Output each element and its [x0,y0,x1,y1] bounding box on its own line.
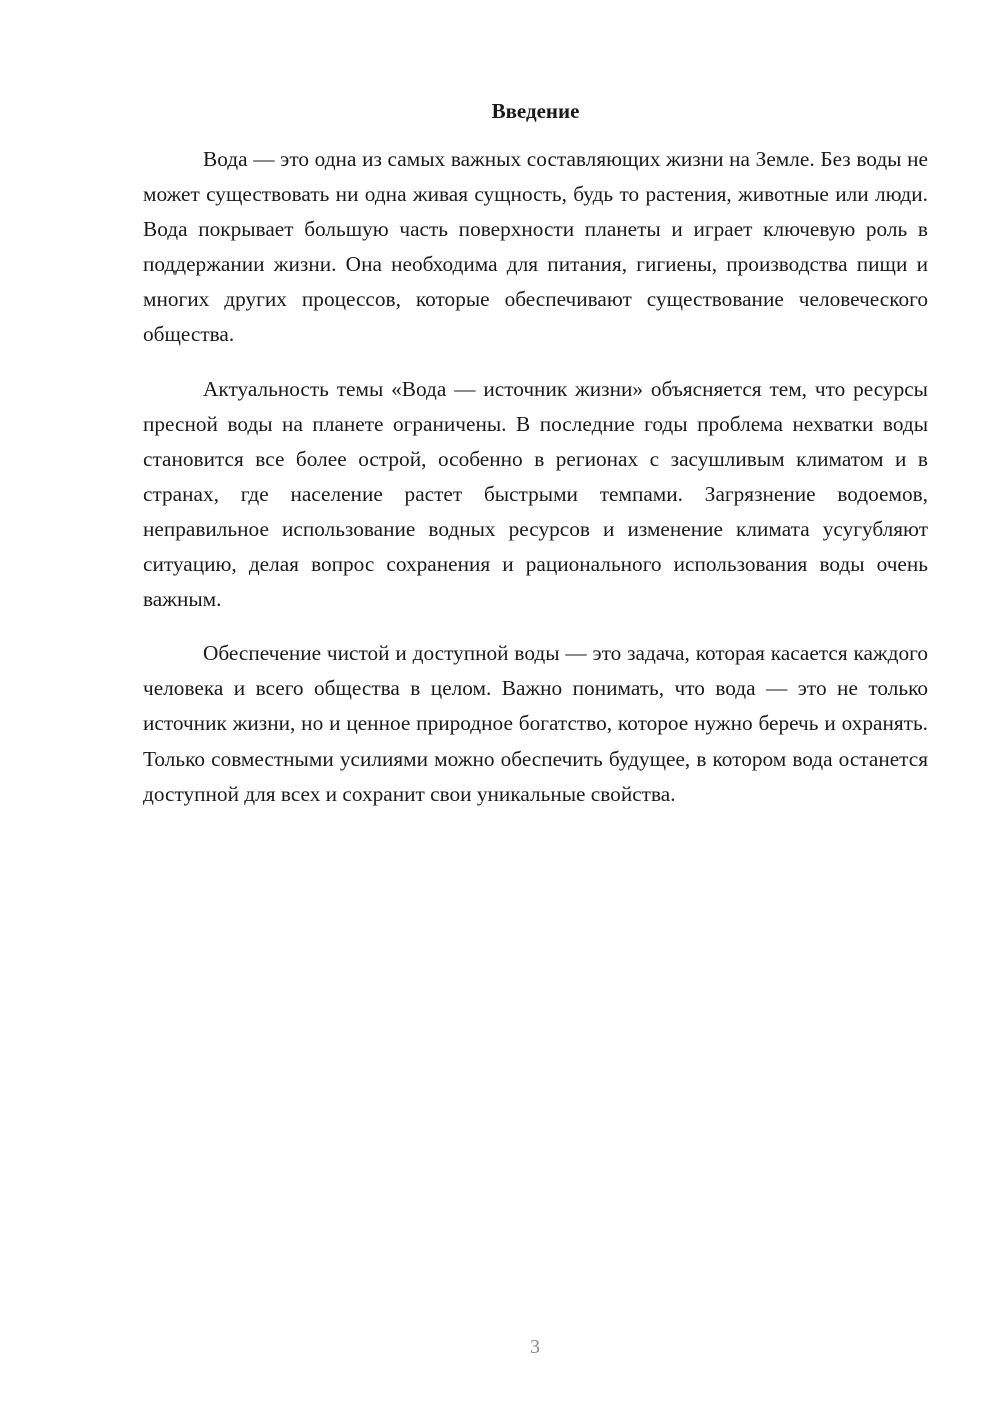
section-heading: Введение [491,99,580,123]
paragraph-intro: Вода — это одна из самых важных составляющих жизни на Земле. Без воды не может существовать ни одна живая сущность, будь то растения, животные или люди. Вода покрывает большую часть поверхности планеты и играет ключевую роль в поддержании жизни. Она необходима для питания, гигиены, производства пищи и многих других процессов, которые обеспечивают существование человеческого общества. [143,147,928,347]
body-text [143,142,928,831]
page-number: 3 [530,1336,540,1358]
paragraph-relevance: Актуальность темы «Вода — источник жизни» объясняется тем, что ресурсы пресной воды на планете ограничены. В последние годы проблема нехватки воды становится все более острой, особенно в регионах с засушливым климатом и в странах, где население растет быстрыми темпами. Загрязнение водоемов, неправильное использование водных ресурсов и изменение климата усугубляют ситуацию, делая вопрос сохранения и рационального использования воды очень важным. [143,376,928,612]
paragraph-conclusion: Обеспечение чистой и доступной воды — это задача, которая касается каждого человека и всего общества в целом. Важно понимать, что вода — это не только источник жизни, но и ценное природное богатство, которое нужно беречь и охранять. Только совместными усилиями можно обеспечить будущее, в котором вода останется доступной для всех и сохранит свои уникальные свойства. [143,641,928,806]
